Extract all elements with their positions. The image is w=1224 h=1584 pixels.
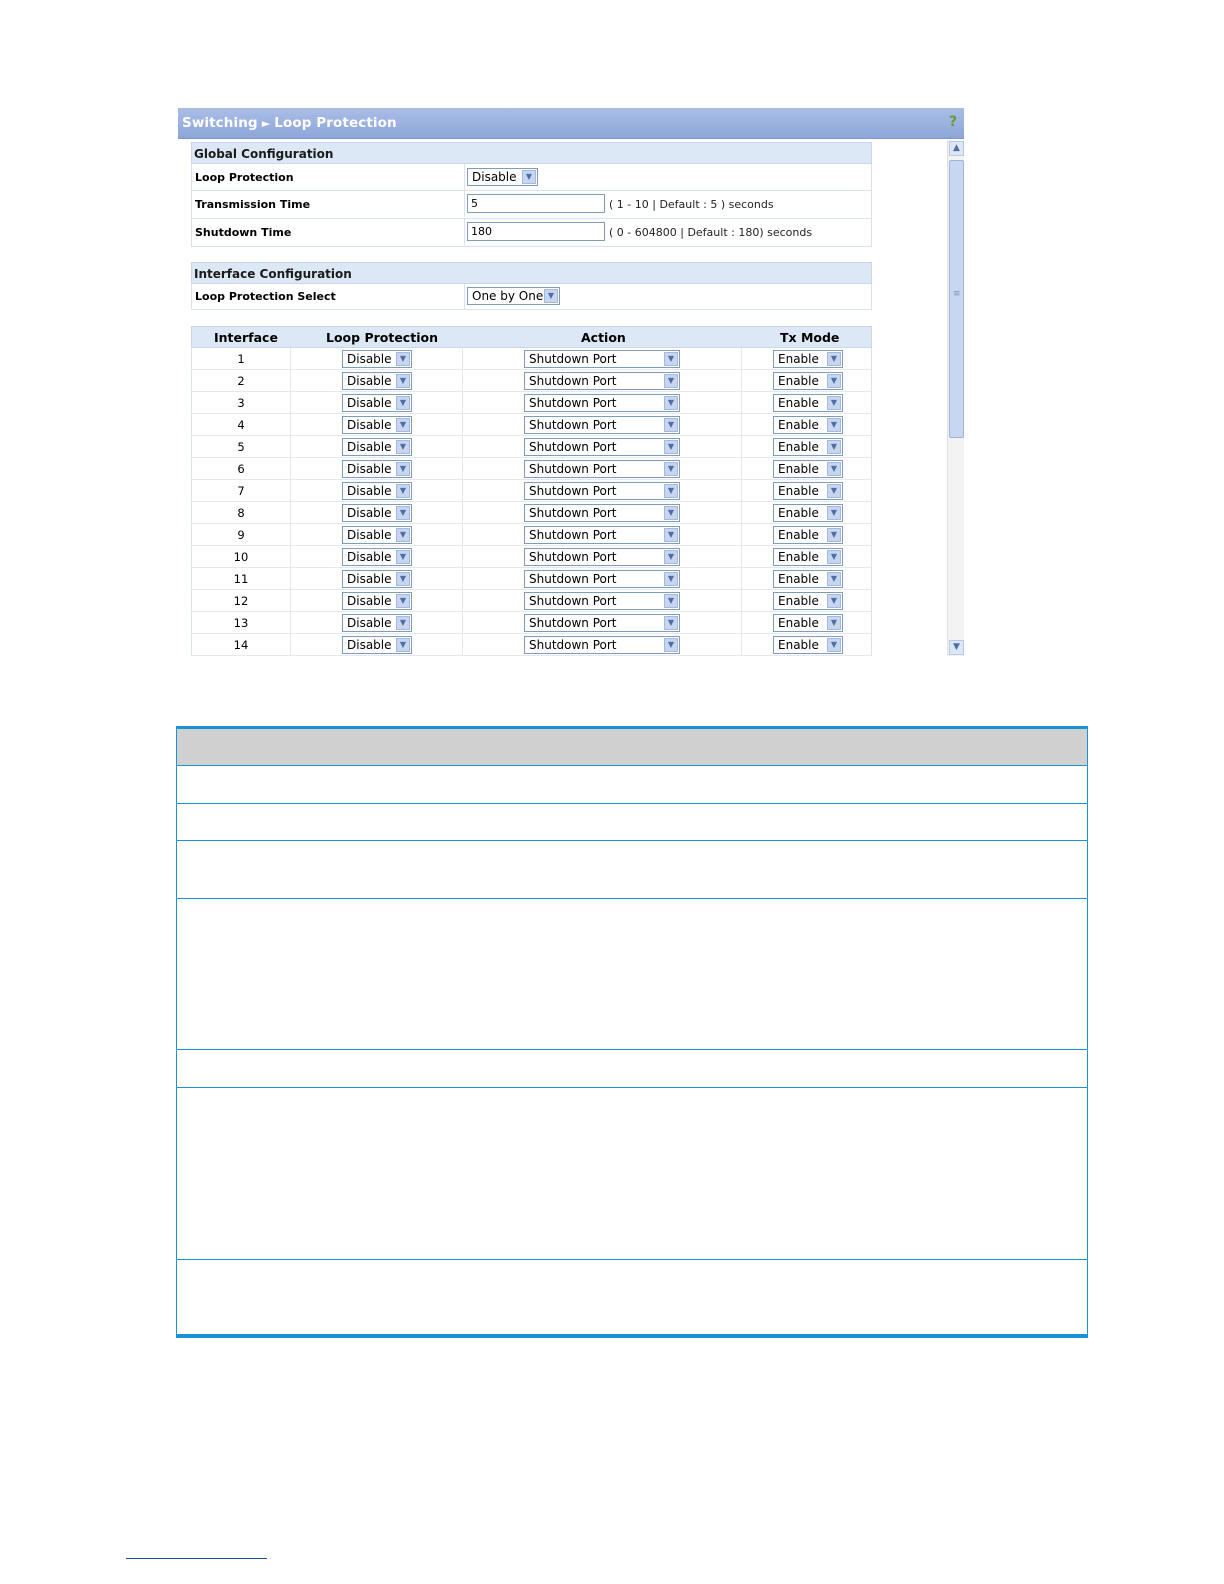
chevron-down-icon: ▼ [396,506,410,520]
loop-protection-row-value: Disable [347,462,392,476]
chevron-down-icon: ▼ [827,352,841,366]
tx-mode-value: Enable [778,638,819,652]
column-header-action: Action [581,330,626,345]
table-row [191,634,872,656]
document-table-row [177,765,1087,803]
chevron-down-icon: ▼ [664,572,678,586]
transmission-time-label: Transmission Time [195,198,311,211]
chevron-down-icon: ▼ [396,462,410,476]
loop-protection-row-value: Disable [347,528,392,542]
action-select[interactable] [524,548,680,566]
action-value: Shutdown Port [529,550,617,564]
interface-table-body [191,348,872,656]
action-value: Shutdown Port [529,506,617,520]
footer-link-underline [126,1558,267,1559]
loop-protection-select-label: Loop Protection Select [195,290,336,303]
loop-protection-row [191,164,872,191]
chevron-down-icon: ▼ [664,550,678,564]
interface-number: 12 [233,594,249,608]
table-row [191,436,872,458]
chevron-down-icon: ▼ [396,616,410,630]
chevron-down-icon: ▼ [664,462,678,476]
tx-mode-select[interactable] [773,504,843,522]
interface-number: 5 [237,440,245,454]
tx-mode-select[interactable] [773,592,843,610]
action-value: Shutdown Port [529,462,617,476]
tx-mode-value: Enable [778,572,819,586]
loop-protection-row-select[interactable] [342,570,412,588]
action-select[interactable] [524,416,680,434]
chevron-down-icon: ▼ [827,396,841,410]
loop-protection-row-select[interactable] [342,482,412,500]
loop-protection-row-value: Disable [347,396,392,410]
chevron-down-icon: ▼ [396,572,410,586]
chevron-down-icon: ▼ [827,418,841,432]
loop-protection-row-select[interactable] [342,394,412,412]
tx-mode-select[interactable] [773,438,843,456]
tx-mode-select[interactable] [773,482,843,500]
breadcrumb-current: Loop Protection [274,115,397,131]
action-select[interactable] [524,592,680,610]
action-select[interactable] [524,614,680,632]
interface-number: 6 [237,462,245,476]
table-row [191,392,872,414]
action-select[interactable] [524,438,680,456]
tx-mode-value: Enable [778,506,819,520]
arrow-down-icon[interactable]: ▼ [949,640,964,655]
chevron-down-icon: ▼ [664,506,678,520]
loop-protection-row-select[interactable] [342,526,412,544]
interface-number: 3 [237,396,245,410]
title-bar [178,108,964,139]
loop-protection-row-select[interactable] [342,350,412,368]
table-row [191,568,872,590]
action-value: Shutdown Port [529,374,617,388]
action-select[interactable] [524,482,680,500]
tx-mode-value: Enable [778,484,819,498]
chevron-down-icon: ▼ [522,170,536,184]
chevron-down-icon: ▼ [396,594,410,608]
document-table-header [177,729,1087,766]
chevron-down-icon: ▼ [827,440,841,454]
chevron-down-icon: ▼ [827,374,841,388]
chevron-down-icon: ▼ [664,616,678,630]
column-header-interface: Interface [214,330,278,345]
tx-mode-value: Enable [778,418,819,432]
tx-mode-value: Enable [778,396,819,410]
action-value: Shutdown Port [529,418,617,432]
chevron-down-icon: ▼ [664,352,678,366]
chevron-down-icon: ▼ [396,528,410,542]
action-select[interactable] [524,504,680,522]
chevron-down-icon: ▼ [396,550,410,564]
action-value: Shutdown Port [529,638,617,652]
chevron-down-icon: ▼ [664,484,678,498]
tx-mode-value: Enable [778,616,819,630]
interface-number: 1 [237,352,245,366]
loop-protection-row-select[interactable] [342,592,412,610]
tx-mode-value: Enable [778,352,819,366]
action-select[interactable] [524,526,680,544]
interface-number: 11 [233,572,249,586]
breadcrumb [182,115,397,131]
chevron-down-icon: ▼ [827,484,841,498]
tx-mode-select[interactable] [773,460,843,478]
loop-protection-row-value: Disable [347,616,392,630]
chevron-down-icon: ▼ [664,396,678,410]
chevron-down-icon: ▼ [827,616,841,630]
global-configuration-title: Global Configuration [191,142,872,164]
tx-mode-select[interactable] [773,416,843,434]
interface-number: 4 [237,418,245,432]
column-header-loop-protection: Loop Protection [326,330,438,345]
global-configuration [191,142,872,247]
chevron-down-icon: ▼ [396,352,410,366]
interface-number: 10 [233,550,249,564]
breadcrumb-parent[interactable]: Switching [182,115,258,131]
chevron-down-icon: ▼ [396,484,410,498]
loop-protection-row-select[interactable] [342,460,412,478]
shutdown-time-input[interactable] [467,222,605,241]
action-select[interactable] [524,350,680,368]
document-table-row [177,1049,1087,1087]
tx-mode-value: Enable [778,374,819,388]
loop-protection-row-value: Disable [347,484,392,498]
loop-protection-select[interactable] [467,168,538,186]
shutdown-time-row [191,219,872,247]
loop-protection-select-row [191,284,872,310]
document-table-row [177,898,1087,1049]
interface-number: 7 [237,484,245,498]
action-select[interactable] [524,372,680,390]
shutdown-time-hint: ( 0 - 604800 | Default : 180) seconds [609,226,813,239]
action-select[interactable] [524,636,680,654]
loop-protection-panel [178,108,964,656]
interface-table-header [191,326,872,348]
loop-protection-row-value: Disable [347,506,392,520]
tx-mode-value: Enable [778,550,819,564]
chevron-down-icon: ▼ [827,528,841,542]
action-select[interactable] [524,394,680,412]
transmission-time-row [191,191,872,219]
document-table-row [177,1087,1087,1259]
table-row [191,414,872,436]
table-row [191,612,872,634]
interface-number: 8 [237,506,245,520]
chevron-down-icon: ▼ [827,506,841,520]
action-select[interactable] [524,570,680,588]
loop-protection-value: Disable [472,170,517,184]
tx-mode-value: Enable [778,440,819,454]
loop-protection-row-value: Disable [347,440,392,454]
table-row [191,590,872,612]
tx-mode-value: Enable [778,594,819,608]
transmission-time-hint: ( 1 - 10 | Default : 5 ) seconds [609,198,774,211]
chevron-down-icon: ▼ [396,638,410,652]
shutdown-time-label: Shutdown Time [195,226,292,239]
chevron-down-icon: ▼ [544,289,558,303]
interface-configuration-title: Interface Configuration [191,262,872,284]
table-row [191,370,872,392]
action-value: Shutdown Port [529,528,617,542]
action-select[interactable] [524,460,680,478]
interface-number: 9 [237,528,245,542]
tx-mode-value: Enable [778,528,819,542]
table-row [191,458,872,480]
transmission-time-input[interactable] [467,194,605,213]
tx-mode-select[interactable] [773,394,843,412]
chevron-down-icon: ▼ [664,440,678,454]
tx-mode-select[interactable] [773,526,843,544]
action-value: Shutdown Port [529,352,617,366]
interface-number: 13 [233,616,249,630]
loop-protection-row-select[interactable] [342,372,412,390]
chevron-down-icon: ▼ [396,418,410,432]
document-table-row [177,840,1087,898]
document-table-row [177,803,1087,840]
breadcrumb-separator-icon: ► [261,117,271,130]
loop-protection-row-select[interactable] [342,548,412,566]
action-value: Shutdown Port [529,484,617,498]
vertical-scrollbar[interactable] [947,140,964,656]
chevron-down-icon: ▼ [396,396,410,410]
arrow-up-icon[interactable]: ▲ [949,141,964,156]
help-icon[interactable]: ? [948,114,958,130]
table-row [191,348,872,370]
loop-protection-row-select[interactable] [342,636,412,654]
scroll-thumb[interactable] [949,160,964,438]
loop-protection-mode-value: One by One [472,289,544,303]
loop-protection-label: Loop Protection [195,171,294,184]
tx-mode-select[interactable] [773,614,843,632]
loop-protection-row-value: Disable [347,418,392,432]
interface-configuration [191,262,872,310]
chevron-down-icon: ▼ [396,374,410,388]
document-table-row [177,1259,1087,1334]
action-value: Shutdown Port [529,616,617,630]
action-value: Shutdown Port [529,594,617,608]
tx-mode-value: Enable [778,462,819,476]
tx-mode-select[interactable] [773,372,843,390]
table-row [191,524,872,546]
loop-protection-mode-select[interactable] [467,287,560,305]
loop-protection-row-value: Disable [347,638,392,652]
tx-mode-select[interactable] [773,350,843,368]
chevron-down-icon: ▼ [664,374,678,388]
interface-table [191,326,872,656]
table-row [191,480,872,502]
loop-protection-row-select[interactable] [342,504,412,522]
loop-protection-row-value: Disable [347,572,392,586]
table-row [191,546,872,568]
tx-mode-select[interactable] [773,548,843,566]
loop-protection-row-value: Disable [347,374,392,388]
loop-protection-row-value: Disable [347,352,392,366]
tx-mode-select[interactable] [773,636,843,654]
action-value: Shutdown Port [529,572,617,586]
loop-protection-row-select[interactable] [342,438,412,456]
tx-mode-select[interactable] [773,570,843,588]
loop-protection-row-value: Disable [347,594,392,608]
column-header-tx-mode: Tx Mode [780,330,840,345]
loop-protection-row-select[interactable] [342,614,412,632]
loop-protection-row-value: Disable [347,550,392,564]
chevron-down-icon: ▼ [664,638,678,652]
interface-number: 2 [237,374,245,388]
loop-protection-row-select[interactable] [342,416,412,434]
action-value: Shutdown Port [529,440,617,454]
action-value: Shutdown Port [529,396,617,410]
chevron-down-icon: ▼ [664,528,678,542]
chevron-down-icon: ▼ [827,572,841,586]
chevron-down-icon: ▼ [827,638,841,652]
document-table [176,726,1088,1338]
chevron-down-icon: ▼ [396,440,410,454]
chevron-down-icon: ▼ [664,418,678,432]
table-row [191,502,872,524]
chevron-down-icon: ▼ [827,462,841,476]
interface-number: 14 [233,638,249,652]
chevron-down-icon: ▼ [827,594,841,608]
chevron-down-icon: ▼ [664,594,678,608]
chevron-down-icon: ▼ [827,550,841,564]
